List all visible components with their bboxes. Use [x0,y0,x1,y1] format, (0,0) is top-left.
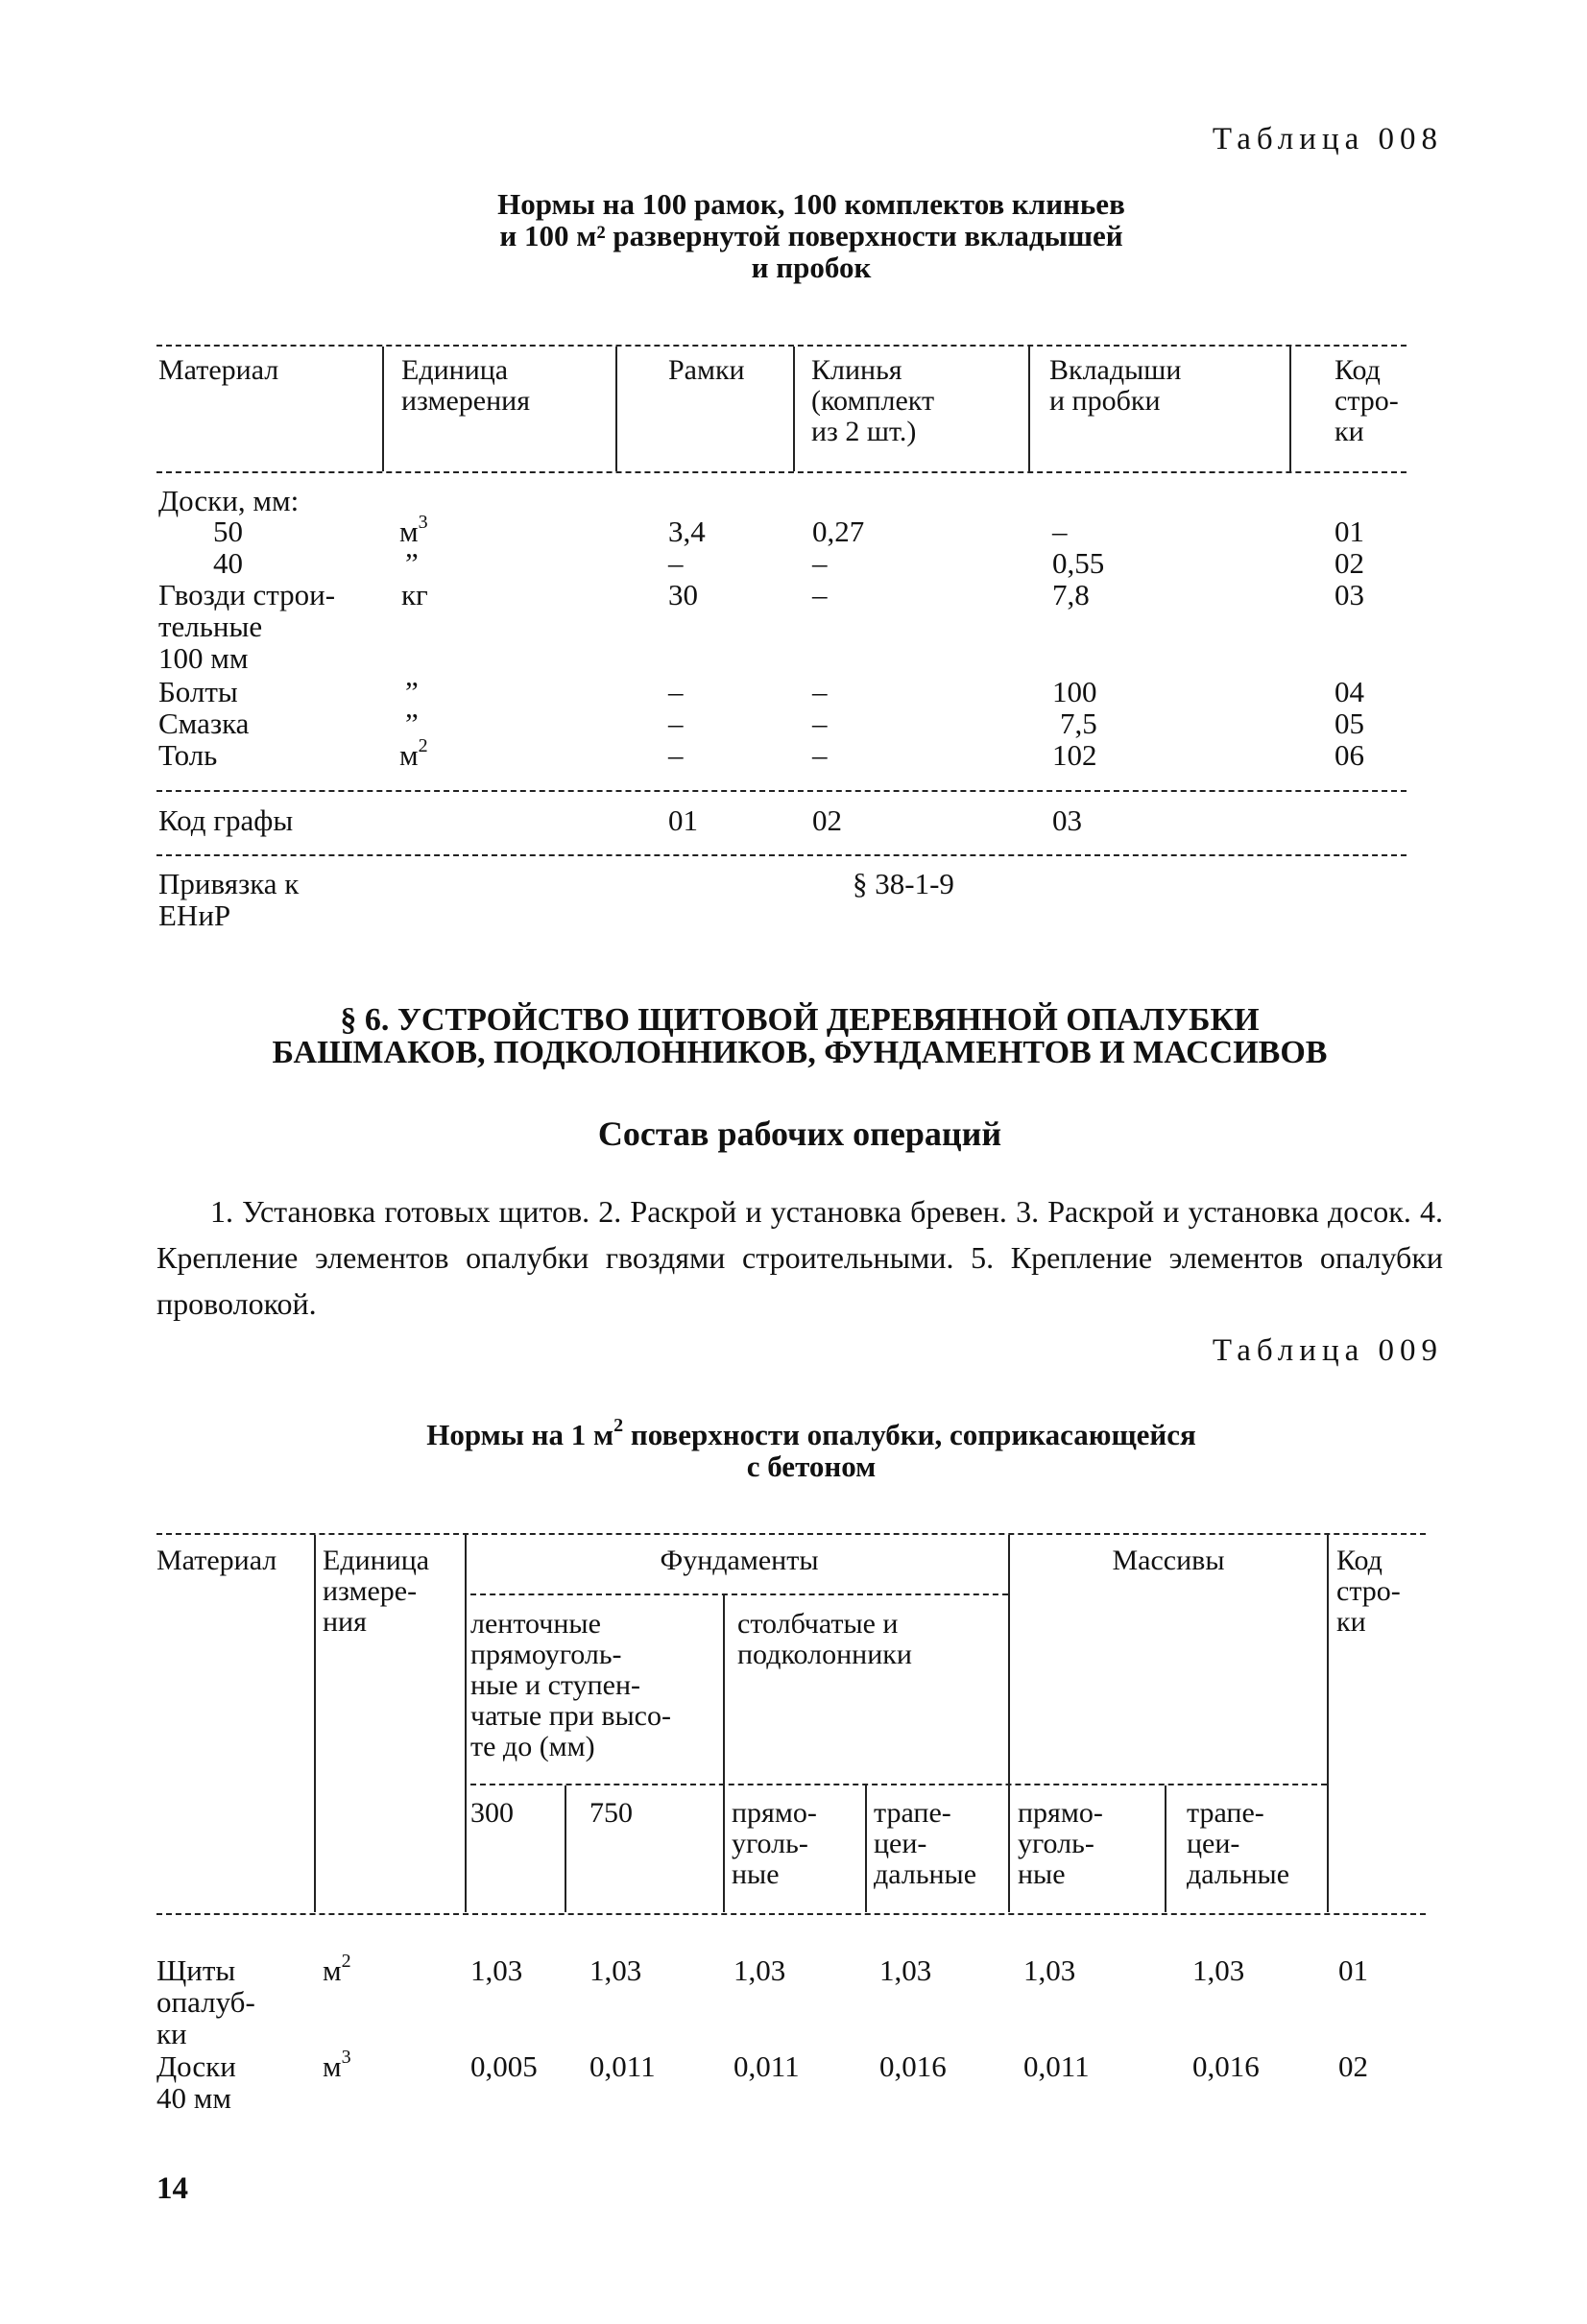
row-material: Смазка [158,707,250,740]
row-code: 05 [1335,707,1364,740]
column-divider [865,1785,867,1912]
section-subtitle: Состав рабочих операций [597,1114,1002,1153]
table-rule [156,345,1407,347]
row-code: 02 [1338,2049,1368,2083]
table-title-line: и 100 м² развернутой поверхности вкладышей [499,219,1123,252]
column-divider [465,1535,467,1912]
column-header-unit: Единица измерения [401,354,531,417]
row-material: Щиты опалуб- ки [156,1953,255,2050]
row-material: Доски 40 мм [156,2049,236,2115]
table-title [288,1415,1335,1483]
column-header-wedges: Клинья (комплект из 2 шт.) [811,354,935,447]
column-code-label: Код графы [158,803,294,837]
row-frames: – [668,707,684,740]
row-value: 1,03 [733,1953,786,1987]
column-divider [1165,1785,1166,1912]
row-value: 1,03 [1023,1953,1076,1987]
column-header-columnar: столбчатые и подколонники [737,1608,912,1670]
table-title-line: с бетоном [746,1450,877,1483]
section-title-line: БАШМАКОВ, ПОДКОЛОННИКОВ, ФУНДАМЕНТОВ И МАССИВОВ [272,1035,1328,1070]
column-header-trapezoidal: трапе- цеи- дальные [874,1797,977,1890]
row-frames: 30 [668,578,698,611]
column-divider [723,1595,725,1912]
section-title-line: § 6. УСТРОЙСТВО ЩИТОВОЙ ДЕРЕВЯННОЙ ОПАЛУБКИ [340,1002,1260,1038]
column-header-frames: Рамки [668,354,745,386]
column-header-rectangular: прямо- уголь- ные [1018,1797,1103,1890]
row-value: 0,011 [589,2049,656,2083]
row-code: 01 [1338,1953,1368,1987]
row-inserts: 7,5 [1060,707,1097,740]
table-rule [156,1913,1426,1915]
column-header-foundations: Фундаменты [660,1545,819,1576]
row-value: 1,03 [589,1953,642,1987]
column-header-trapezoidal: трапе- цеи- дальные [1187,1797,1290,1890]
row-wedges: – [812,578,828,611]
column-header-code: Код стро- ки [1336,1545,1401,1638]
operations-paragraph: 1. Установка готовых щитов. 2. Раскрой и установка бревен. 3. Раскрой и установка досок. 4. Крепление элементов опалубки гвоздями строительными. 5. Крепление элементов опалубки проволокой. [156,1194,1443,1321]
column-divider [1289,347,1291,471]
binding-label: Привязка к ЕНиР [158,867,300,932]
column-code: 02 [812,803,842,837]
row-code: 04 [1335,675,1364,708]
column-divider [1008,1535,1010,1912]
group-label: Доски, мм: [158,484,300,517]
row-inserts: 100 [1052,675,1097,708]
column-divider [314,1535,316,1912]
row-value: 1,03 [470,1953,523,1987]
row-material: Толь [158,738,218,772]
column-header-material: Материал [158,354,279,386]
table-rule [470,1784,1327,1785]
table-rule [470,1593,1008,1595]
table-rule [156,471,1407,473]
column-header-h750: 750 [589,1797,633,1829]
column-divider [615,347,617,471]
row-inserts: 102 [1052,738,1097,772]
row-frames: – [668,738,684,772]
table-rule [156,1533,1426,1535]
row-unit: ” [405,675,419,708]
row-unit: $м^3$ [399,512,428,548]
column-header-h300: 300 [470,1797,514,1829]
column-divider [1327,1535,1329,1912]
row-frames: – [668,546,684,580]
column-header-code: Код стро- ки [1335,354,1399,447]
table-title-line: и пробок [751,251,872,284]
column-header-material: Материал [156,1545,277,1576]
row-wedges: – [812,707,828,740]
row-wedges: – [812,546,828,580]
row-code: 06 [1335,738,1364,772]
row-unit: ” [405,546,419,580]
column-code: 01 [668,803,698,837]
column-header-strip: ленточные прямоуголь- ные и ступен- чатые при высо- те до (мм) [470,1608,671,1762]
row-value: 0,016 [879,2049,947,2083]
row-code: 01 [1335,515,1364,548]
row-unit: ” [405,707,419,740]
table-title [288,188,1335,283]
table-title-line: Нормы на 1 $м^2$ поверхности опалубки, соприкасающейся [426,1415,1196,1451]
row-wedges: 0,27 [812,515,865,548]
row-material: 50 [213,515,243,548]
row-value: 0,005 [470,2049,538,2083]
column-divider [793,347,795,471]
page-number: 14 [156,2171,188,2206]
row-value: 0,011 [733,2049,800,2083]
table-rule [156,854,1407,856]
column-header-massives: Массивы [1112,1545,1225,1576]
table-label: Таблица 008 [1212,122,1443,156]
row-frames: 3,4 [668,515,706,548]
row-inserts: – [1052,515,1068,548]
table-title-line: Нормы на 100 рамок, 100 комплектов клиньев [497,187,1125,221]
row-material: 40 [213,546,243,580]
column-code: 03 [1052,803,1082,837]
column-header-rectangular: прямо- уголь- ные [732,1797,817,1890]
column-header-inserts: Вкладыши и пробки [1049,354,1182,417]
row-material: Гвозди строи- тельные 100 мм [158,578,336,675]
row-unit: $м^2$ [399,735,428,772]
row-value: 0,016 [1192,2049,1260,2083]
column-header-unit: Единица измере- ния [323,1545,430,1638]
row-inserts: 0,55 [1052,546,1105,580]
row-frames: – [668,675,684,708]
row-material: Болты [158,675,238,708]
row-wedges: – [812,738,828,772]
row-code: 03 [1335,578,1364,611]
column-divider [565,1785,566,1912]
row-value: 0,011 [1023,2049,1090,2083]
row-unit: $м^3$ [323,2047,351,2083]
column-divider [382,347,384,471]
column-divider [1028,347,1030,471]
row-unit: $м^2$ [323,1951,351,1987]
table-rule [156,790,1407,792]
row-unit: кг [401,578,428,611]
row-wedges: – [812,675,828,708]
table-label: Таблица 009 [1212,1333,1443,1368]
row-value: 1,03 [879,1953,932,1987]
binding-value: § 38-1-9 [853,867,954,900]
row-inserts: 7,8 [1052,578,1090,611]
row-value: 1,03 [1192,1953,1245,1987]
row-code: 02 [1335,546,1364,580]
